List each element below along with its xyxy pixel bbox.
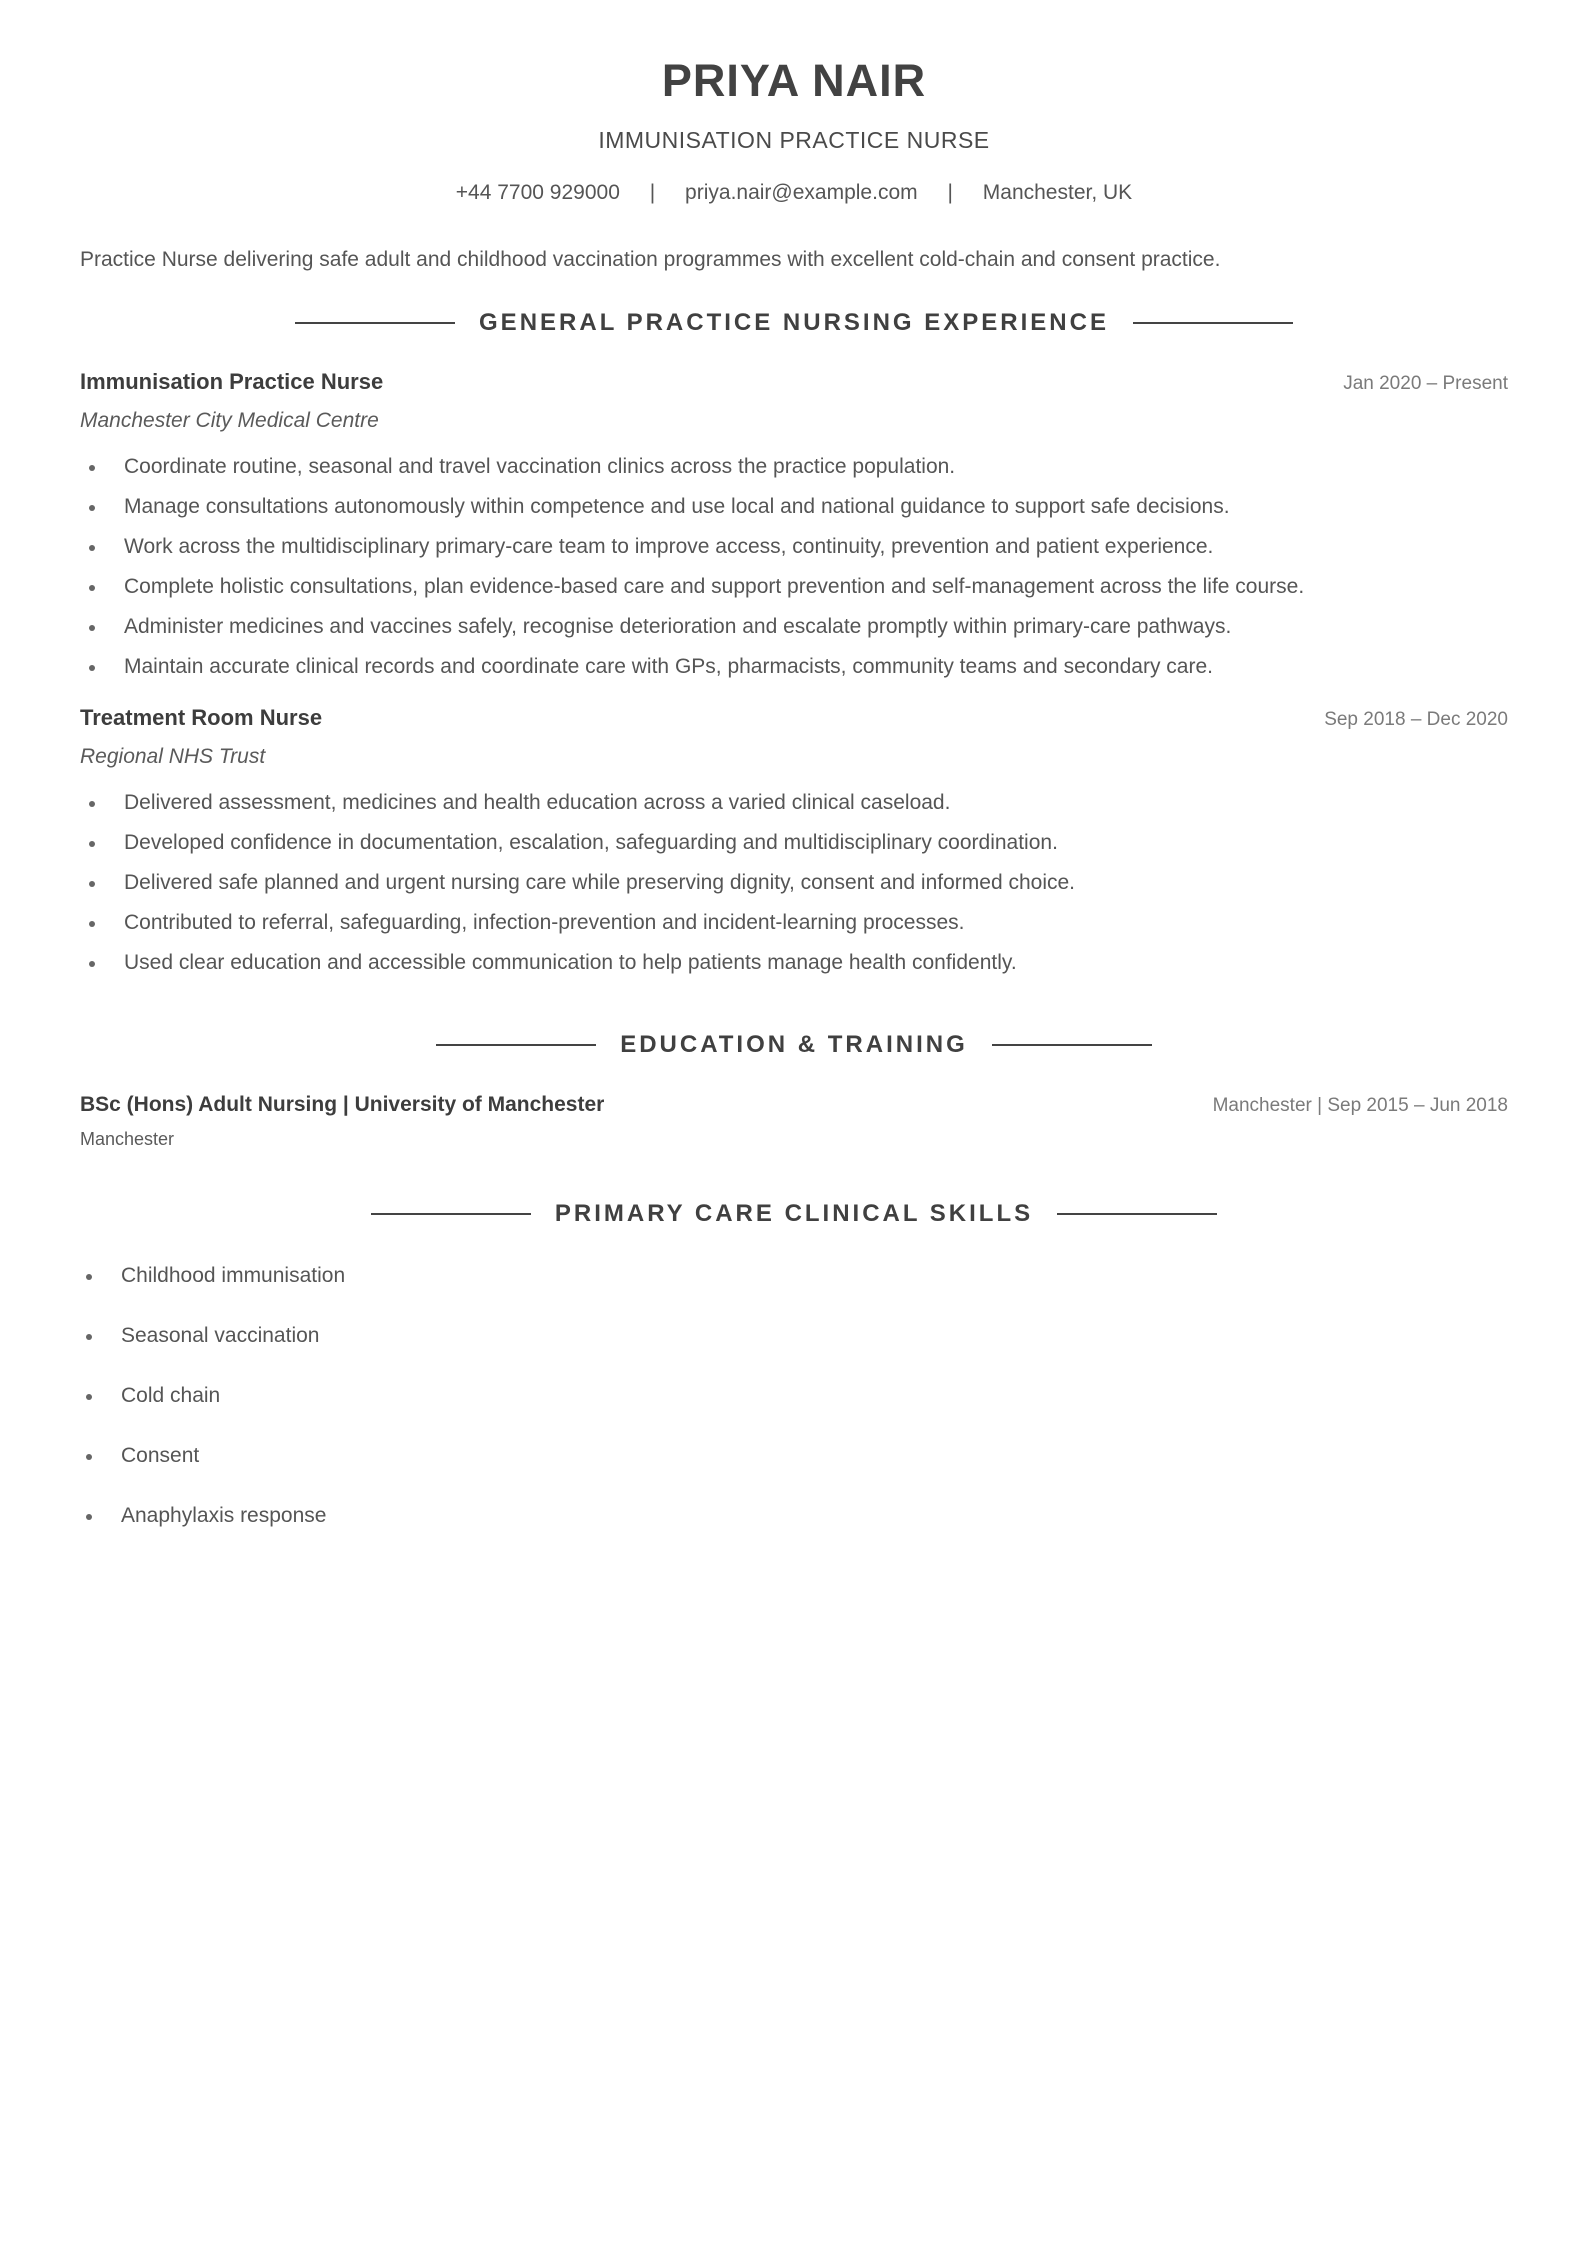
contact-email: priya.nair@example.com: [685, 181, 918, 204]
skill-item: [80, 1246, 1508, 1306]
education-meta: Manchester | Sep 2015 – Jun 2018: [1212, 1095, 1508, 1117]
professional-summary: Practice Nurse delivering safe adult and childhood vaccination programmes with excellent cold-chain and consent practice.: [80, 248, 1221, 271]
bullet-dot: [86, 1514, 92, 1520]
skill-text: Seasonal vaccination: [121, 1324, 320, 1348]
bullet-text: Delivered assessment, medicines and health education across a varied clinical caseload.: [124, 791, 951, 815]
experience-section: [80, 311, 1508, 983]
education-entry: [80, 1093, 1508, 1150]
bullet-text: Administer medicines and vaccines safely, recognise deterioration and escalate promptly within primary-care pathways.: [124, 615, 1232, 639]
contact-line: [80, 182, 1508, 203]
bullet-dot: [89, 625, 95, 631]
bullet-dot: [89, 921, 95, 927]
candidate-title: IMMUNISATION PRACTICE NURSE: [598, 127, 990, 153]
job-bullet: [80, 783, 1508, 823]
job-entry: [80, 369, 1508, 687]
section-title: PRIMARY CARE CLINICAL SKILLS: [554, 1200, 1034, 1228]
contact-phone: +44 7700 929000: [455, 181, 620, 204]
skill-item: [80, 1426, 1508, 1486]
education-degree: BSc (Hons) Adult Nursing | University of Manchester: [80, 1093, 605, 1117]
education-header: [80, 1093, 1508, 1117]
bullet-dot: [89, 841, 95, 847]
job-bullet: [80, 823, 1508, 863]
job-employer: Manchester City Medical Centre: [80, 409, 379, 433]
bullet-dot: [89, 585, 95, 591]
contact-separator: |: [649, 181, 656, 204]
skill-text: Childhood immunisation: [121, 1264, 346, 1288]
heading-rule-left: [295, 322, 455, 324]
resume-header: [80, 0, 1508, 203]
education-location: Manchester: [80, 1129, 175, 1150]
bullet-text: Manage consultations autonomously within competence and use local and national guidance to support safe decisions.: [124, 495, 1230, 519]
section-heading-education: [80, 1033, 1508, 1057]
bullet-text: Developed confidence in documentation, escalation, safeguarding and multidisciplinary coordination.: [124, 831, 1058, 855]
heading-rule-right: [1057, 1213, 1217, 1215]
section-title: GENERAL PRACTICE NURSING EXPERIENCE: [479, 309, 1109, 337]
job-bullet: [80, 863, 1508, 903]
bullet-dot: [89, 881, 95, 887]
skill-item: [80, 1306, 1508, 1366]
heading-rule-left: [371, 1213, 531, 1215]
skill-item: [80, 1486, 1508, 1546]
section-heading-skills: [80, 1202, 1508, 1226]
job-bullet: [80, 903, 1508, 943]
skill-text: Consent: [121, 1444, 200, 1468]
job-bullet: [80, 527, 1508, 567]
heading-rule-right: [992, 1044, 1152, 1046]
job-entry: [80, 705, 1508, 983]
bullet-text: Contributed to referral, safeguarding, infection-prevention and incident-learning processes.: [124, 911, 965, 935]
education-section: [80, 1033, 1508, 1150]
job-bullet: [80, 943, 1508, 983]
heading-rule-right: [1133, 322, 1293, 324]
job-dates: Sep 2018 – Dec 2020: [1324, 709, 1508, 731]
bullet-text: Work across the multidisciplinary primary-care team to improve access, continuity, prevention and patient experience.: [124, 535, 1214, 559]
bullet-text: Used clear education and accessible communication to help patients manage health confidently.: [124, 951, 1017, 975]
candidate-name: PRIYA NAIR: [661, 55, 927, 106]
bullet-dot: [86, 1454, 92, 1460]
job-bullet: [80, 447, 1508, 487]
job-bullet-list: [80, 447, 1508, 687]
skills-list: [80, 1246, 1508, 1546]
job-employer: Regional NHS Trust: [80, 745, 266, 769]
bullet-dot: [89, 505, 95, 511]
job-dates: Jan 2020 – Present: [1343, 373, 1508, 395]
bullet-text: Coordinate routine, seasonal and travel vaccination clinics across the practice population.: [124, 455, 956, 479]
job-bullet: [80, 487, 1508, 527]
contact-separator: |: [947, 181, 953, 204]
contact-location: Manchester, UK: [982, 181, 1133, 204]
skill-text: Cold chain: [121, 1384, 221, 1408]
skill-item: [80, 1366, 1508, 1426]
job-bullet: [80, 607, 1508, 647]
job-bullet: [80, 647, 1508, 687]
job-header: [80, 369, 1508, 395]
bullet-text: Maintain accurate clinical records and coordinate care with GPs, pharmacists, community teams and secondary care.: [124, 655, 1213, 679]
bullet-dot: [89, 545, 95, 551]
job-title: Immunisation Practice Nurse: [80, 369, 384, 395]
skills-section: [80, 1202, 1508, 1546]
job-bullet: [80, 567, 1508, 607]
bullet-text: Complete holistic consultations, plan evidence-based care and support prevention and self-management across the life course.: [124, 575, 1305, 599]
heading-rule-left: [436, 1044, 596, 1046]
bullet-dot: [89, 465, 95, 471]
job-header: [80, 705, 1508, 731]
bullet-dot: [89, 665, 95, 671]
bullet-dot: [86, 1334, 92, 1340]
bullet-dot: [89, 961, 95, 967]
bullet-dot: [89, 801, 95, 807]
job-title: Treatment Room Nurse: [80, 705, 323, 731]
section-heading-experience: [80, 311, 1508, 335]
bullet-dot: [86, 1394, 92, 1400]
bullet-text: Delivered safe planned and urgent nursing care while preserving dignity, consent and informed choice.: [124, 871, 1076, 895]
skill-text: Anaphylaxis response: [121, 1504, 327, 1528]
bullet-dot: [86, 1274, 92, 1280]
job-bullet-list: [80, 783, 1508, 983]
section-title: EDUCATION & TRAINING: [620, 1031, 968, 1059]
